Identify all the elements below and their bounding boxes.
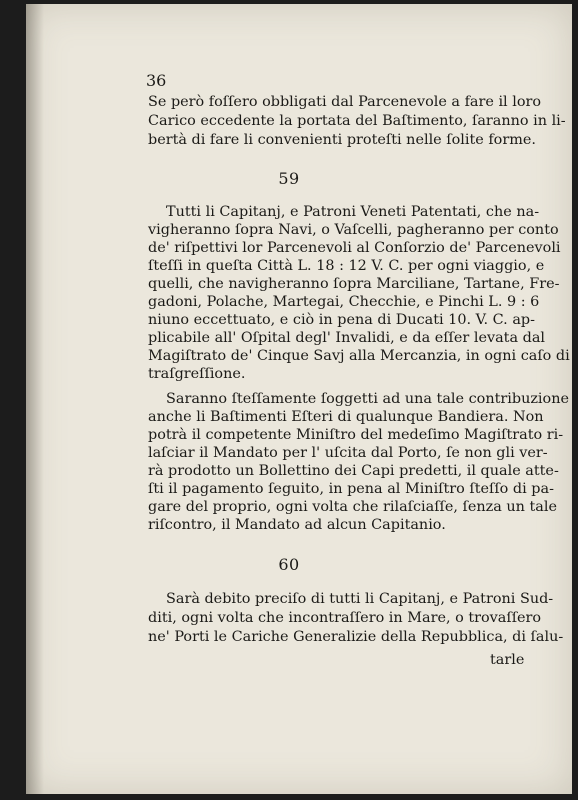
text-line: ne' Porti le Cariche Generalizie della Repubblica, di ſalu- bbox=[148, 629, 564, 645]
text-line: potrà il competente Miniſtro del medeſimo Magiſtrato ri- bbox=[148, 427, 564, 443]
section-number: 60 bbox=[278, 555, 300, 574]
text-line: diti, ogni volta che incontraſſero in Mare, o trovaſſero bbox=[148, 610, 542, 626]
text-line: Magiſtrato de' Cinque Savj alla Mercanzia, in ogni caſo di bbox=[148, 348, 570, 364]
text-line: traſgreſſione. bbox=[148, 366, 246, 382]
text-line: plicabile all' Oſpital degl' Invalidi, e da eſſer levata dal bbox=[148, 330, 546, 346]
text-line: riſcontro, il Mandato ad alcun Capitanio. bbox=[148, 517, 446, 533]
page-number: 36 bbox=[146, 71, 167, 90]
text-line: anche li Baſtimenti Eſteri di qualunque Bandiera. Non bbox=[148, 409, 544, 425]
text-line: bertà di fare li convenienti proteſti nelle ſolite forme. bbox=[148, 132, 536, 148]
text-line: ſti il pagamento ſeguito, in pena al Miniſtro ſteſſo di pa- bbox=[148, 481, 554, 497]
text-line: vigheranno ſopra Navi, o Vaſcelli, pagheranno per conto bbox=[148, 222, 559, 238]
text-line: Sarà debito preciſo di tutti li Capitanj, e Patroni Sud- bbox=[166, 591, 554, 607]
text-line: Saranno ſteſſamente ſoggetti ad una tale contribuzione bbox=[166, 391, 569, 407]
section-number: 59 bbox=[278, 169, 300, 188]
text-line: gadoni, Polache, Martegai, Checchie, e Pinchi L. 9 : 6 bbox=[148, 294, 540, 310]
text-line: Tutti li Capitanj, e Patroni Veneti Patentati, che na- bbox=[166, 204, 540, 220]
text-line: Carico eccedente la portata del Baſtimento, ſaranno in li- bbox=[148, 113, 566, 129]
text-line: rà prodotto un Bollettino dei Capi predetti, il quale atte- bbox=[148, 463, 559, 479]
text-line: ſteſſi in queſta Città L. 18 : 12 V. C. per ogni viaggio, e bbox=[148, 258, 545, 274]
catchword: tarle bbox=[490, 652, 525, 668]
text-line: de' riſpettivi lor Parcenevoli al Conſorzio de' Parcenevoli bbox=[148, 240, 561, 256]
text-line: niuno eccettuato, e ciò in pena di Ducati 10. V. C. ap- bbox=[148, 312, 535, 328]
text-line: laſciar il Mandato per l' uſcita dal Porto, ſe non gli ver- bbox=[148, 445, 548, 461]
text-line: Se però foſſero obbligati dal Parcenevole a fare il loro bbox=[148, 94, 542, 110]
text-line: gare del proprio, ogni volta che rilaſciaſſe, ſenza un tale bbox=[148, 499, 557, 515]
text-line: quelli, che navigheranno ſopra Marciliane, Tartane, Fre- bbox=[148, 276, 560, 292]
page-spine-shadow bbox=[26, 4, 44, 794]
